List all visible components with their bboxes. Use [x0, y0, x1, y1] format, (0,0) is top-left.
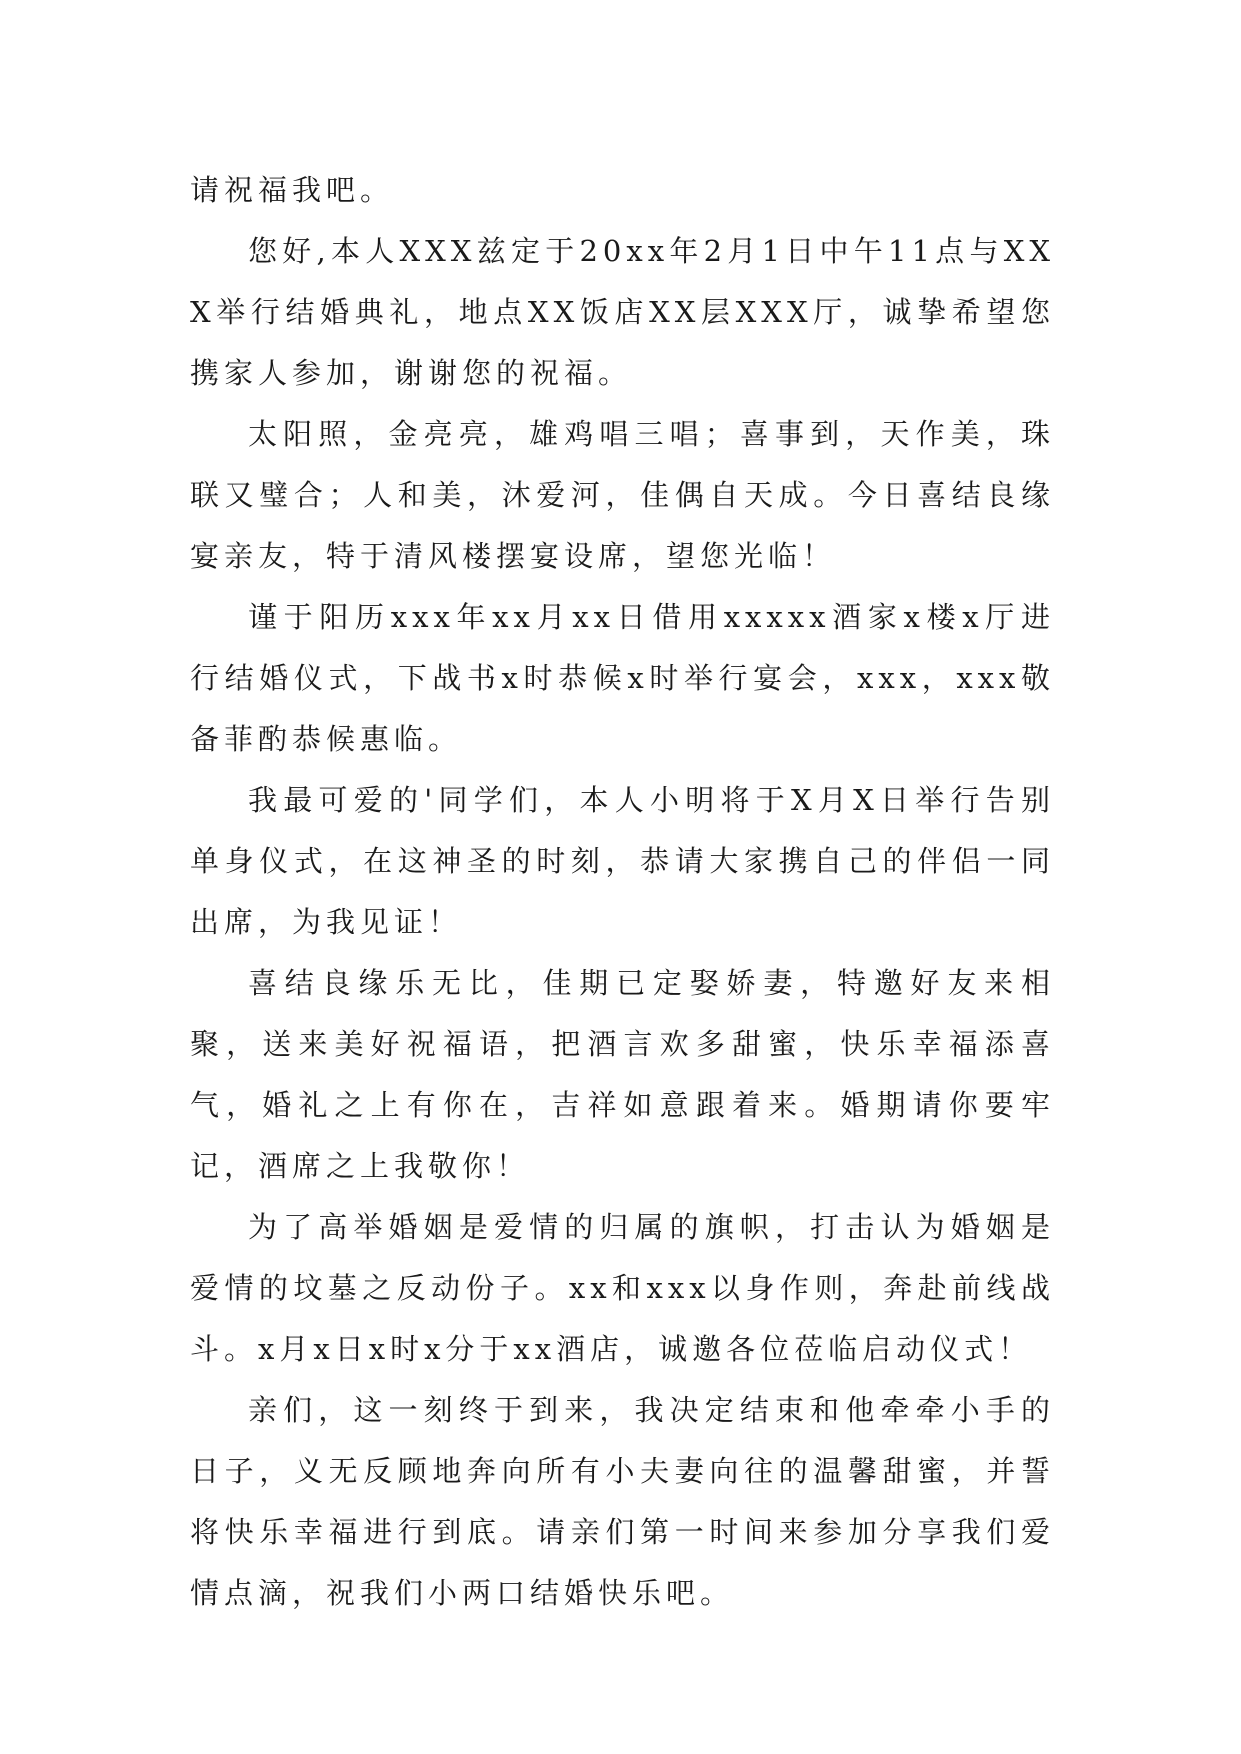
document-body	[190, 160, 1055, 1624]
paragraph-invitation-2: 太阳照，金亮亮，雄鸡唱三唱；喜事到，天作美，珠联又璧合；人和美，沐爱河，佳偶自天成。今日喜结良缘宴亲友，特于清风楼摆宴设席，望您光临！	[190, 417, 1055, 573]
paragraph-invitation-7: 亲们，这一刻终于到来，我决定结束和他牵牵小手的日子，义无反顾地奔向所有小夫妻向往的温馨甜蜜，并誓将快乐幸福进行到底。请亲们第一时间来参加分享我们爱情点滴，祝我们小两口结婚快乐吧。	[190, 1393, 1055, 1610]
paragraph-invitation-5: 喜结良缘乐无比，佳期已定娶娇妻，特邀好友来相聚，送来美好祝福语，把酒言欢多甜蜜，快乐幸福添喜气，婚礼之上有你在，吉祥如意跟着来。婚期请你要牢记，酒席之上我敬你！	[190, 966, 1055, 1183]
paragraph-invitation-4: 我最可爱的'同学们，本人小明将于X月X日举行告别单身仪式，在这神圣的时刻，恭请大家携自己的伴侣一同出席，为我见证！	[190, 783, 1055, 939]
paragraph-closing-line: 请祝福我吧。	[190, 173, 395, 207]
paragraph-invitation-6: 为了高举婚姻是爱情的归属的旗帜，打击认为婚姻是爱情的坟墓之反动份子。xx和xxx以身作则，奔赴前线战斗。x月x日x时x分于xx酒店，诚邀各位莅临启动仪式！	[190, 1210, 1055, 1366]
paragraph-invitation-1: 您好,本人XXX兹定于20xx年2月1日中午11点与XXX举行结婚典礼，地点XX饭店XX层XXX厅，诚挚希望您携家人参加，谢谢您的祝福。	[190, 234, 1055, 390]
paragraph-invitation-3: 谨于阳历xxx年xx月xx日借用xxxxx酒家x楼x厅进行结婚仪式，下战书x时恭候x时举行宴会，xxx，xxx敬备菲酌恭候惠临。	[190, 600, 1055, 756]
